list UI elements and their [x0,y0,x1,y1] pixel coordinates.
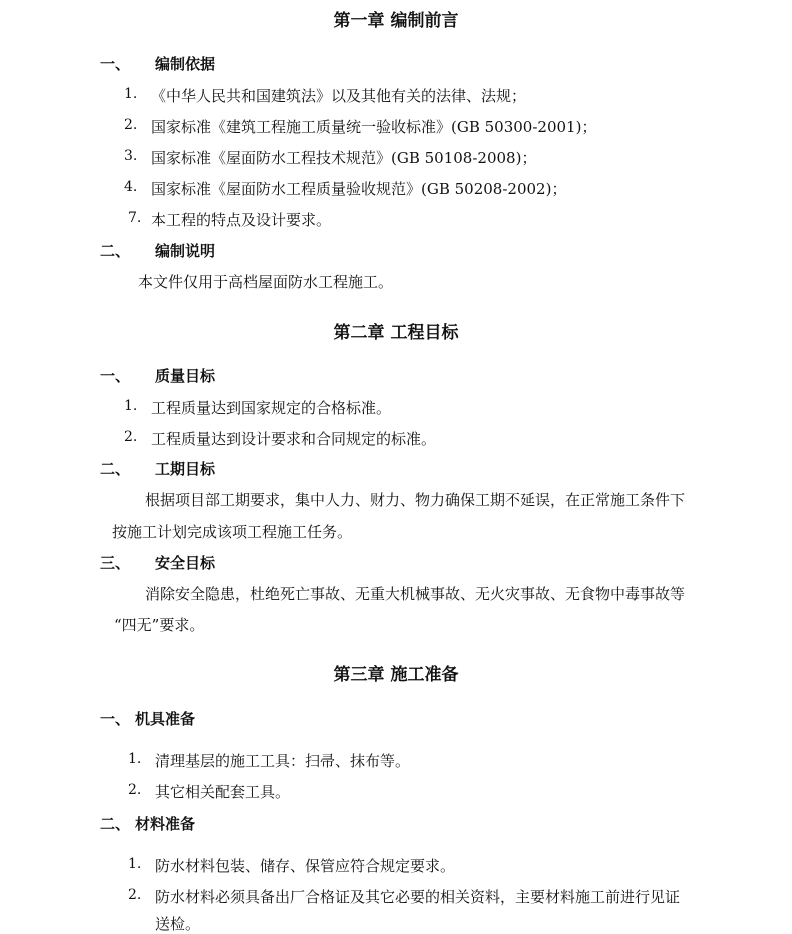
paragraph: “四无”要求。 [114,616,205,634]
list-item: 工程质量达到设计要求和合同规定的标准。 [151,430,437,448]
list-number: 7. [128,210,142,226]
list-item: 国家标准《屋面防水工程质量验收规范》(GB 50208-2002)； [151,180,567,198]
list-item: 本工程的特点及设计要求。 [151,211,332,229]
section-number: 一、 [100,710,131,728]
list-number: 1. [124,86,138,102]
section-title-quality: 质量目标 [155,367,216,385]
list-number: 4. [124,179,138,195]
list-number: 1. [128,856,142,872]
section-title-basis: 编制依据 [155,55,216,73]
section-number: 二、 [100,242,131,260]
section-number: 三、 [100,554,131,572]
list-number: 3. [124,148,138,164]
list-item: 工程质量达到国家规定的合格标准。 [151,399,392,417]
list-item: 《中华人民共和国建筑法》以及其他有关的法律、法规； [151,87,527,105]
paragraph: 根据项目部工期要求，集中人力、财力、物力确保工期不延误，在正常施工条件下 [145,491,686,509]
section-title-schedule: 工期目标 [155,460,216,478]
section-title-safety: 安全目标 [155,554,216,572]
chapter-2-title: 第二章 工程目标 [333,323,459,343]
paragraph: 消除安全隐患，杜绝死亡事故、无重大机械事故、无火灾事故、无食物中毒事故等 [145,585,686,603]
section-title-tools: 机具准备 [135,710,196,728]
list-item: 国家标准《屋面防水工程技术规范》(GB 50108-2008)； [151,149,537,167]
chapter-1-title: 第一章 编制前言 [333,11,459,31]
list-item: 防水材料必须具备出厂合格证及其它必要的相关资料，主要材料施工前进行见证 [155,888,681,906]
list-number: 1. [128,751,142,767]
list-number: 2. [128,887,142,903]
list-number: 2. [124,117,138,133]
list-item: 其它相关配套工具。 [155,783,291,801]
list-item-continuation: 送检。 [155,915,201,933]
paragraph: 本文件仅用于高档屋面防水工程施工。 [138,273,394,291]
section-title-notes: 编制说明 [155,242,216,260]
list-number: 2. [128,782,142,798]
chapter-3-title: 第三章 施工准备 [333,665,459,685]
section-number: 一、 [100,367,131,385]
section-number: 二、 [100,815,131,833]
list-number: 1. [124,398,138,414]
paragraph: 按施工计划完成该项工程施工任务。 [112,523,353,541]
list-item: 清理基层的施工工具：扫帚、抹布等。 [155,752,411,770]
list-number: 2. [124,429,138,445]
list-item: 国家标准《建筑工程施工质量统一验收标准》(GB 50300-2001)； [151,118,597,136]
section-number: 二、 [100,460,131,478]
section-title-materials: 材料准备 [135,815,196,833]
section-number: 一、 [100,55,131,73]
list-item: 防水材料包装、储存、保管应符合规定要求。 [155,857,456,875]
